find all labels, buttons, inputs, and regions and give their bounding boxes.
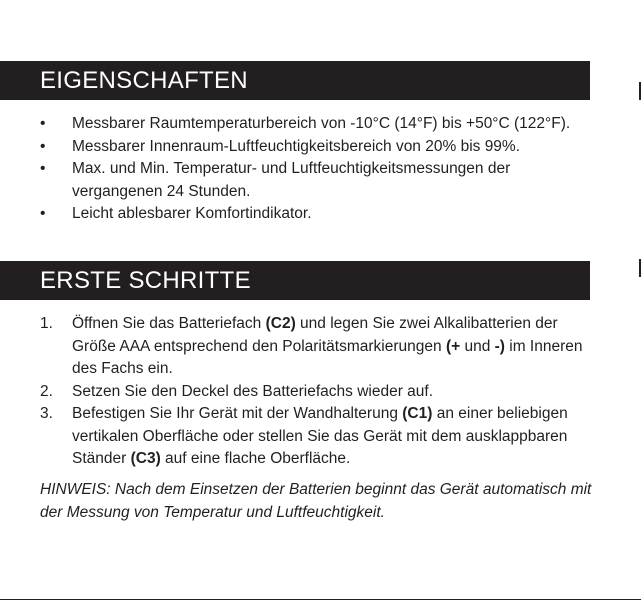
footer-divider — [0, 599, 641, 600]
bullet-icon: • — [40, 160, 46, 177]
getting-started-heading: ERSTE SCHRITTE — [40, 267, 251, 294]
step-text: Setzen Sie den Deckel des Batteriefachs wieder auf. — [72, 382, 434, 400]
stand-ref: (C3) — [130, 450, 161, 467]
step-item — [0, 403, 597, 471]
step-number: 3. — [40, 405, 53, 422]
bullet-icon: • — [40, 137, 46, 155]
note-text: HINWEIS: Nach dem Einsetzen der Batterien beginnt das Gerät automatisch mit der Messung von Temperatur und Luftfeuchtigkeit. — [40, 481, 592, 521]
bullet-icon: • — [40, 115, 46, 132]
step-number: 2. — [40, 382, 53, 400]
features-heading: EIGENSCHAFTEN — [40, 67, 248, 94]
feature-text: Messbarer Raumtemperaturbereich von -10°C (14°F) bis +50°C (122°F). — [72, 115, 571, 132]
step-text: auf eine flache Oberfläche. — [160, 450, 351, 467]
step-text: im Inneren des Fachs ein. — [72, 337, 583, 377]
feature-text: Messbarer Innenraum-Luftfeuchtigkeitsbereich von 20% bis 99%. — [72, 137, 521, 155]
step-item — [0, 381, 592, 404]
step-item — [0, 313, 592, 381]
feature-text: Leicht ablesbarer Komfortindikator. — [72, 205, 312, 222]
polarity-plus: (+ — [445, 337, 461, 355]
step-number: 1. — [40, 315, 53, 332]
bullet-icon: • — [40, 205, 46, 222]
feature-item — [0, 113, 592, 136]
polarity-minus: -) — [494, 337, 505, 355]
feature-item — [0, 203, 592, 226]
feature-item — [0, 136, 592, 159]
step-text: an einer beliebigen vertikalen Oberfläche oder stellen Sie das Gerät mit dem ausklappbaren Ständer — [72, 405, 568, 467]
step-text: und legen Sie zwei Alkalibatterien der Größe AAA entsprechend den Polaritätsmarkierungen — [72, 315, 558, 355]
wall-mount-ref: (C1) — [402, 405, 433, 422]
feature-item — [0, 158, 592, 203]
step-text: Öffnen Sie das Batteriefach — [72, 315, 266, 332]
step-text: und — [460, 337, 495, 355]
feature-text: Max. und Min. Temperatur- und Luftfeuchtigkeitsmessungen der vergangenen 24 Stunden. — [72, 160, 511, 200]
battery-compartment-ref: (C2) — [265, 315, 296, 332]
step-text: Befestigen Sie Ihr Gerät mit der Wandhalterung — [72, 405, 403, 422]
getting-started-heading-bar — [0, 261, 590, 300]
features-heading-bar — [0, 61, 590, 100]
features-list — [0, 113, 592, 226]
steps-list — [0, 313, 597, 471]
